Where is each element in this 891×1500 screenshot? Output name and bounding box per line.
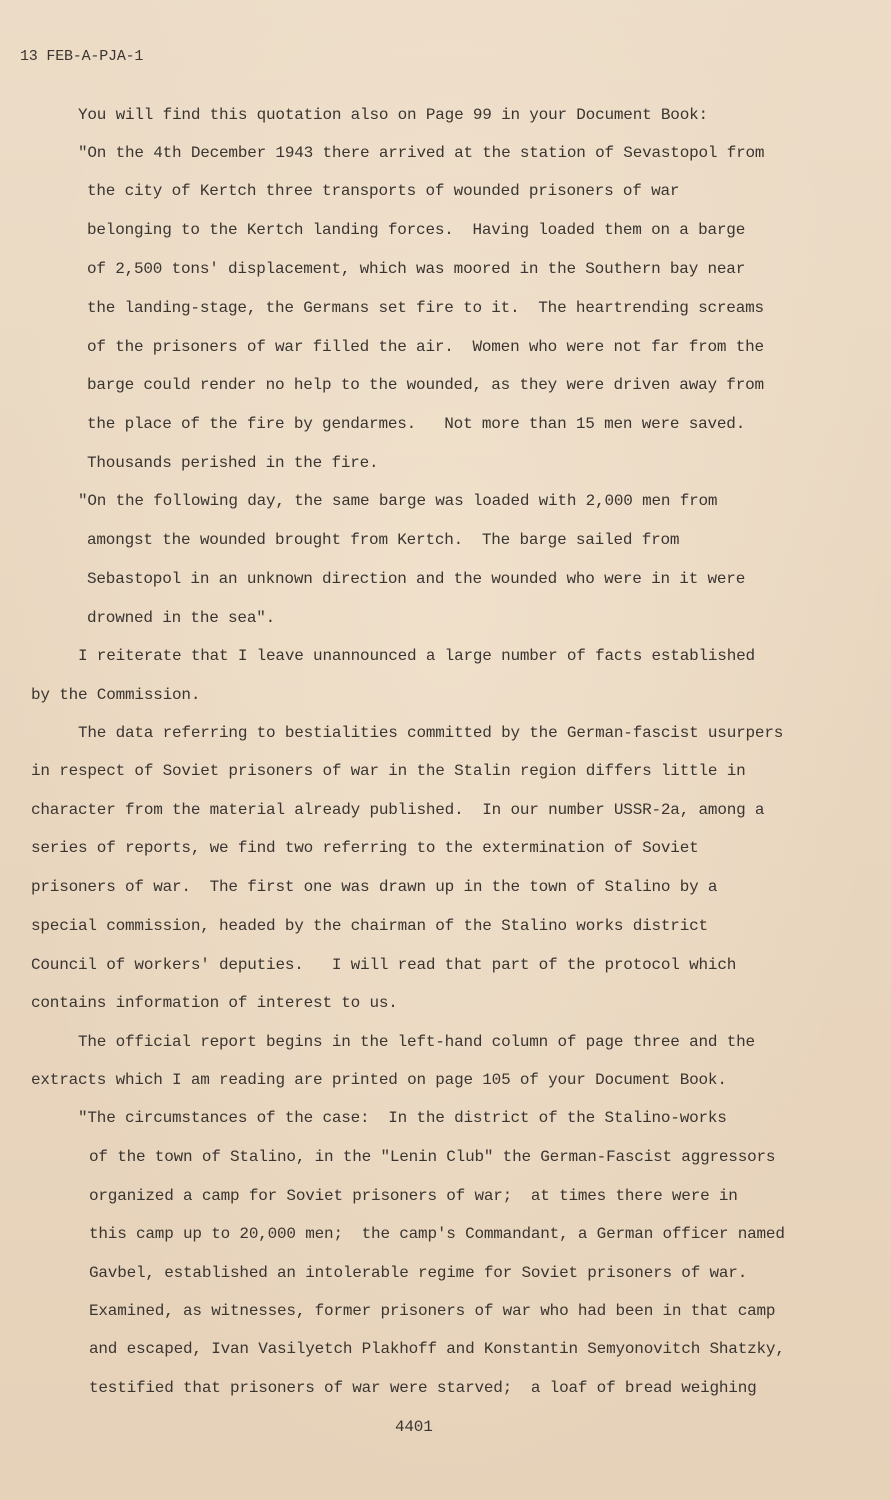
text-line: prisoners of war. The first one was drawn up in the town of Stalino by a [31, 878, 718, 896]
text-line: the landing-stage, the Germans set fire to it. The heartrending screams [87, 299, 764, 317]
text-line: The official report begins in the left-hand column of page three and the [78, 1033, 755, 1051]
text-line: barge could render no help to the wounded, as they were driven away from [87, 376, 764, 394]
text-line: Council of workers' deputies. I will read that part of the protocol which [31, 956, 737, 974]
text-line: Gavbel, established an intolerable regime for Soviet prisoners of war. [89, 1264, 748, 1282]
text-line: of the town of Stalino, in the "Lenin Club" the German-Fascist aggressors [89, 1148, 776, 1166]
text-line: of 2,500 tons' displacement, which was moored in the Southern bay near [87, 260, 746, 278]
text-line: and escaped, Ivan Vasilyetch Plakhoff and Konstantin Semyonovitch Shatzky, [89, 1340, 785, 1358]
text-line: You will find this quotation also on Page 99 in your Document Book: [78, 106, 708, 124]
text-line: "On the following day, the same barge was loaded with 2,000 men from [78, 492, 718, 510]
text-line: Examined, as witnesses, former prisoners of war who had been in that camp [89, 1302, 776, 1320]
text-line: "The circumstances of the case: In the district of the Stalino-works [78, 1109, 727, 1127]
text-line: the place of the fire by gendarmes. Not more than 15 men were saved. [87, 415, 746, 433]
text-line: series of reports, we find two referring to the extermination of Soviet [31, 839, 699, 857]
text-line: "On the 4th December 1943 there arrived at the station of Sevastopol from [78, 144, 765, 162]
text-line: character from the material already published. In our number USSR-2a, among a [31, 801, 765, 819]
text-line: I reiterate that I leave unannounced a large number of facts established [78, 647, 755, 665]
text-line: in respect of Soviet prisoners of war in the Stalin region differs little in [31, 762, 746, 780]
text-line: Sebastopol in an unknown direction and the wounded who were in it were [87, 570, 746, 588]
text-line: The data referring to bestialities committed by the German-fascist usurpers [78, 724, 784, 742]
text-line: testified that prisoners of war were starved; a loaf of bread weighing [89, 1379, 757, 1397]
text-line: organized a camp for Soviet prisoners of war; at times there were in [89, 1187, 738, 1205]
text-line: the city of Kertch three transports of wounded prisoners of war [87, 182, 680, 200]
text-line: drowned in the sea". [87, 609, 276, 627]
page-number: 4401 [395, 1418, 433, 1436]
text-line: amongst the wounded brought from Kertch. The barge sailed from [87, 531, 680, 549]
text-line: by the Commission. [31, 686, 201, 704]
text-line: contains information of interest to us. [31, 994, 398, 1012]
text-line: belonging to the Kertch landing forces. Having loaded them on a barge [87, 221, 746, 239]
text-line: this camp up to 20,000 men; the camp's Commandant, a German officer named [89, 1225, 785, 1243]
text-line: special commission, headed by the chairman of the Stalino works district [31, 917, 708, 935]
text-line: of the prisoners of war filled the air. Women who were not far from the [87, 338, 764, 356]
document-header: 13 FEB-A-PJA-1 [20, 48, 144, 65]
text-line: Thousands perished in the fire. [87, 454, 379, 472]
text-line: extracts which I am reading are printed on page 105 of your Document Book. [31, 1071, 727, 1089]
